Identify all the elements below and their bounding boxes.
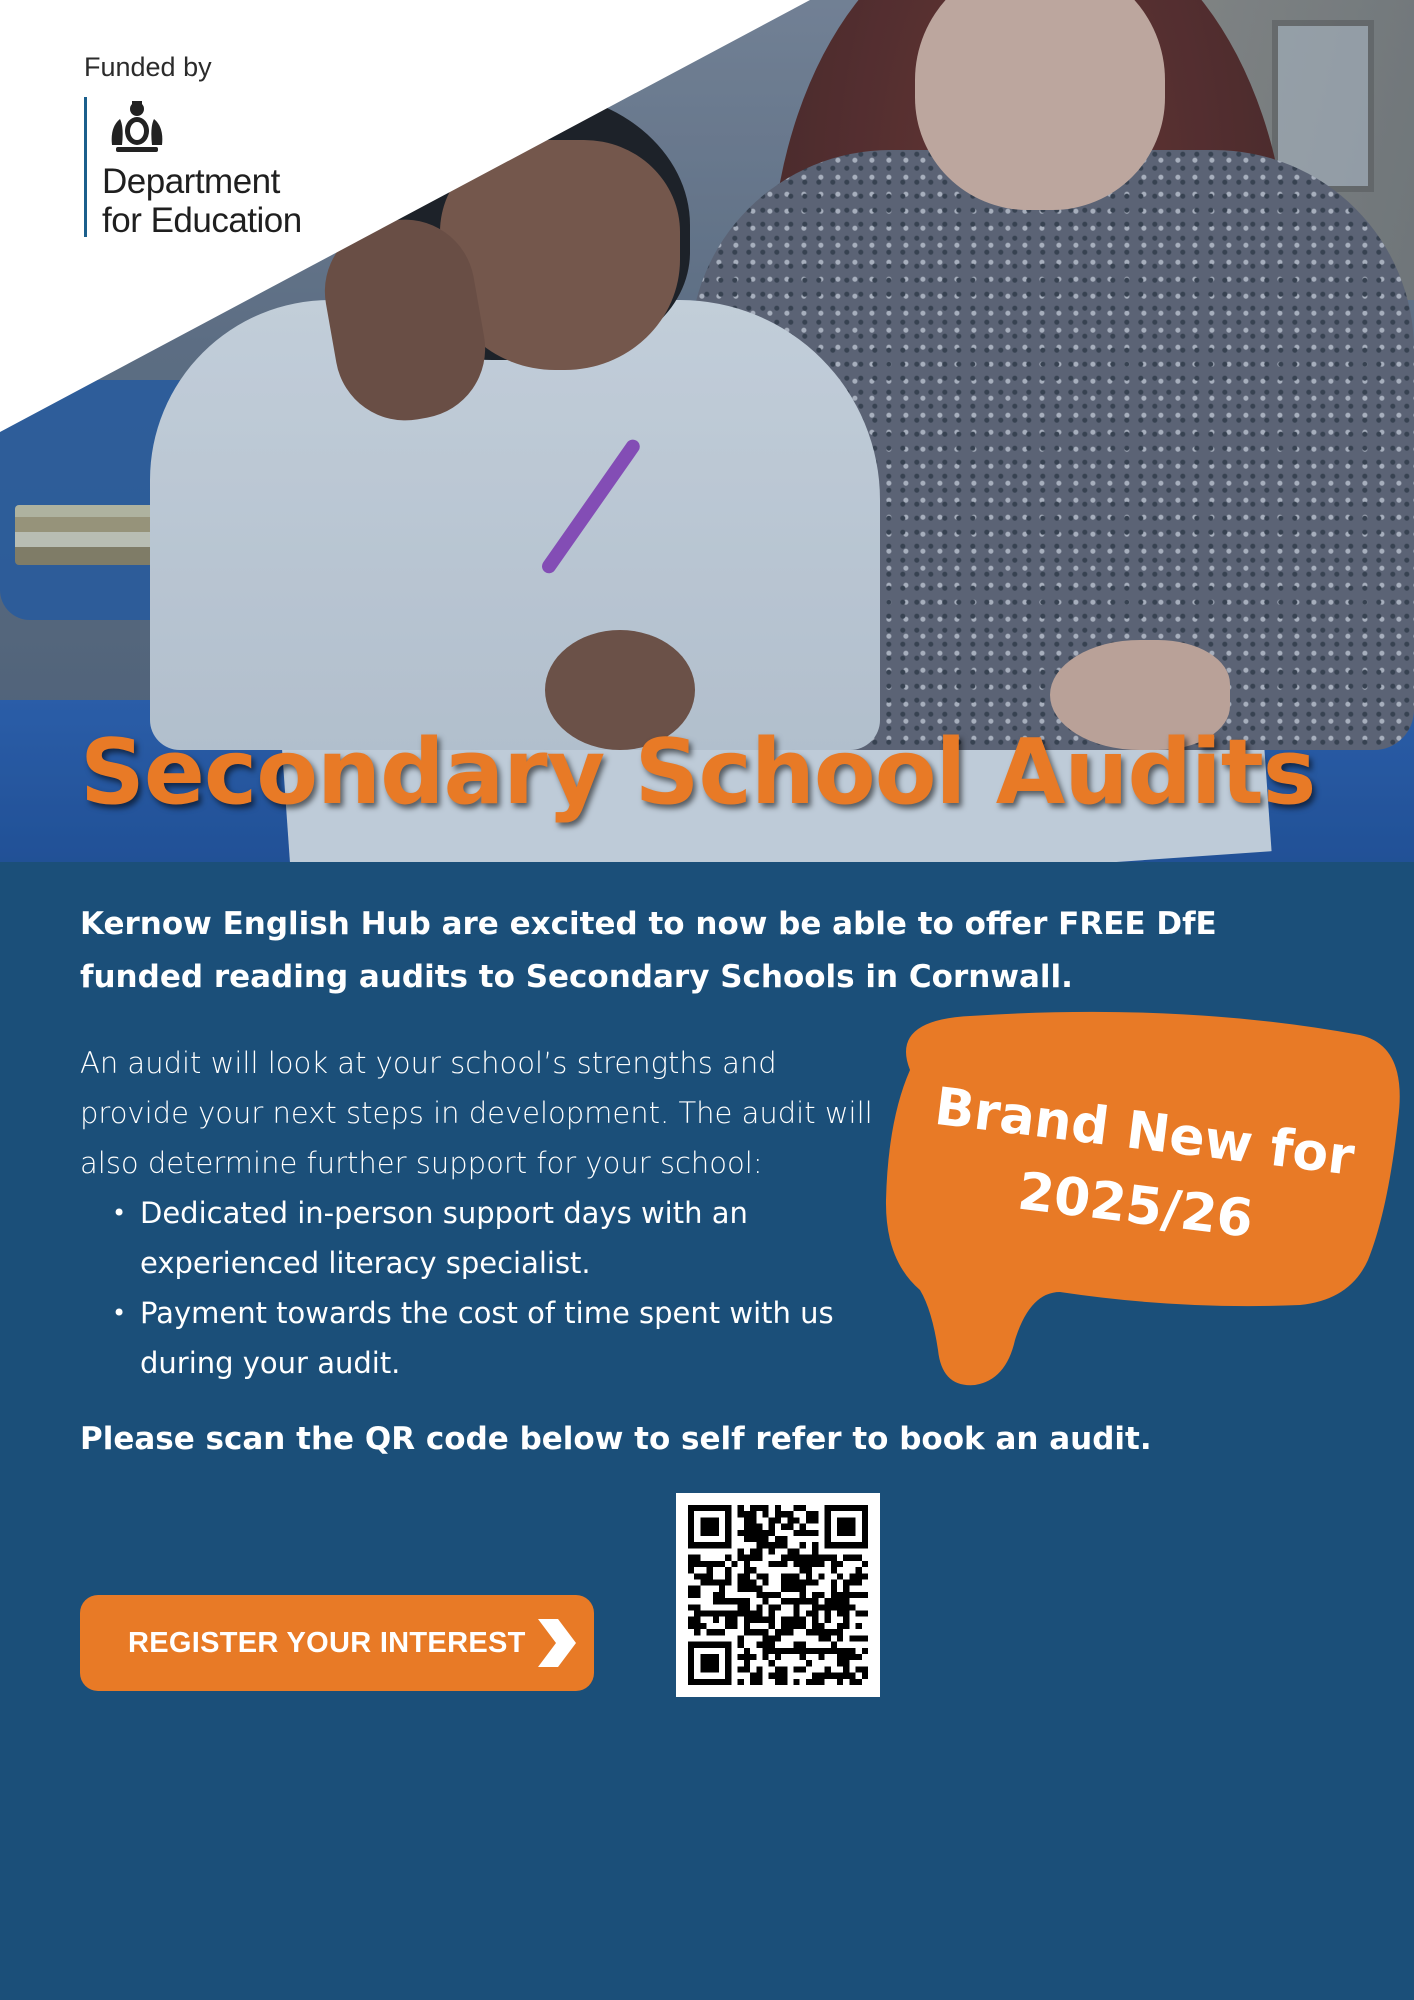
- badge-line2: 2025/26: [1014, 1161, 1257, 1250]
- page-title: Secondary School Audits: [80, 720, 1316, 825]
- list-item: • Dedicated in-person support days with an experienced literacy specialist.: [140, 1188, 920, 1288]
- register-interest-button[interactable]: [80, 1595, 594, 1691]
- qr-code-icon: [688, 1505, 868, 1685]
- chevron-right-icon: [530, 1615, 580, 1671]
- dfe-logo: [84, 52, 384, 242]
- intro-text: Kernow English Hub are excited to now be able to offer FREE DfE funded reading audits to Secondary Schools in Cornwall.: [80, 906, 1217, 995]
- department-name: [102, 162, 302, 240]
- audit-description: An audit will look at your school’s strengths and provide your next steps in development. The audit will also determine further support for your school:: [80, 1046, 873, 1180]
- funded-by-label: Funded by: [84, 52, 212, 82]
- register-interest-label: REGISTER YOUR INTEREST: [128, 1626, 526, 1659]
- list-item: • Payment towards the cost of time spent with us during your audit.: [140, 1288, 920, 1388]
- department-name-line2: for Education: [102, 201, 302, 240]
- royal-crest-icon: [102, 97, 172, 157]
- department-name-line1: Department: [102, 162, 280, 201]
- qr-code[interactable]: [676, 1493, 880, 1697]
- badge-line1: Brand New for: [931, 1076, 1358, 1188]
- logo-rule: [84, 97, 87, 237]
- benefits-list: [80, 1188, 920, 1388]
- qr-instruction: Please scan the QR code below to self refer to book an audit.: [80, 1421, 1152, 1457]
